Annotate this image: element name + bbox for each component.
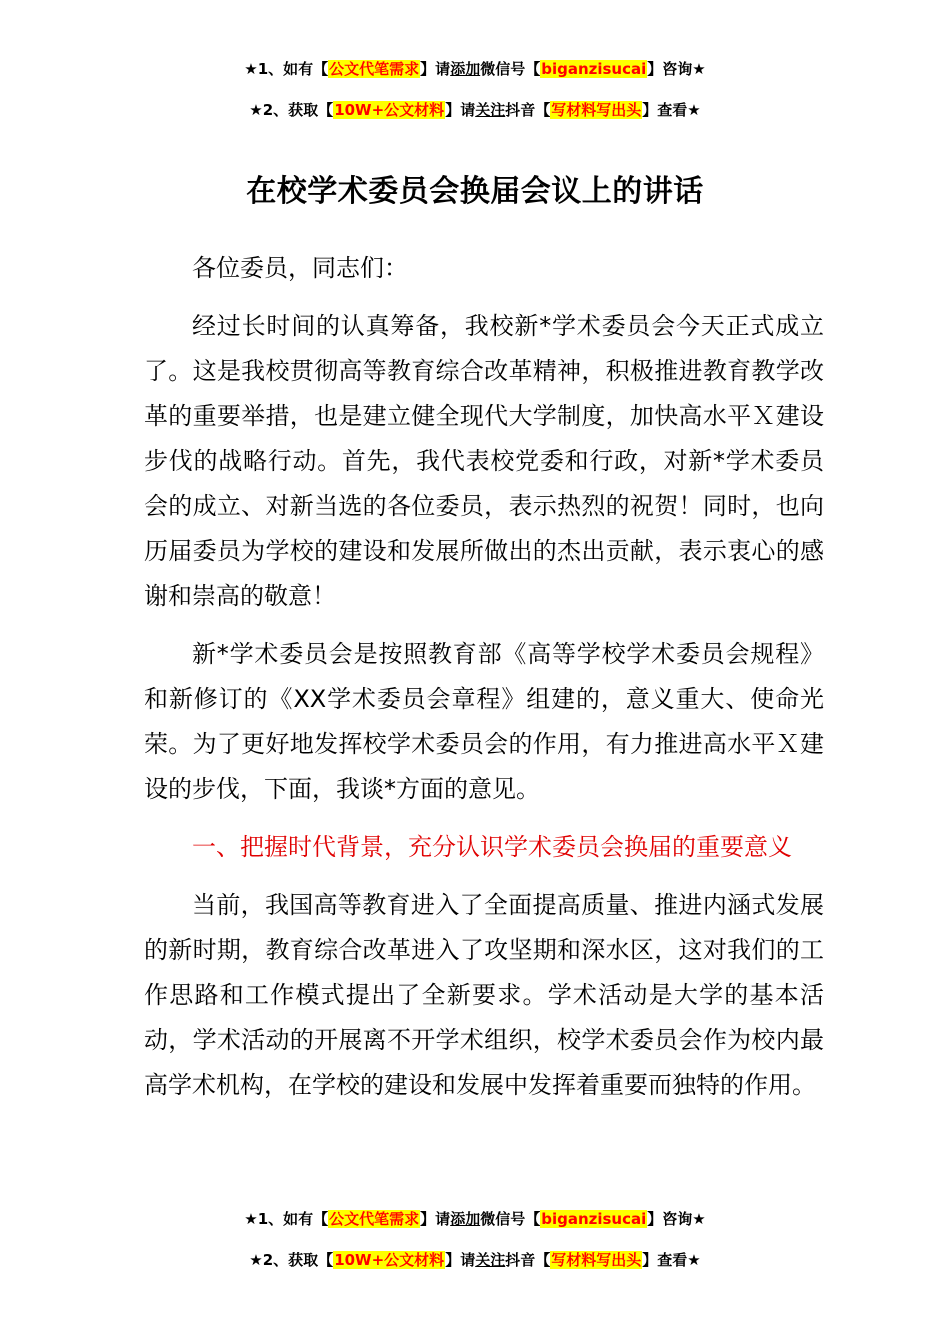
- banner-underline: 关注: [475, 101, 506, 119]
- banner-underline: 添加: [450, 60, 481, 78]
- top-banner-line-2: [0, 99, 950, 121]
- bottom-banner-line-2: [0, 1249, 950, 1271]
- banner-highlight: biganzisucai: [541, 60, 647, 78]
- banner-text: 】请: [420, 60, 451, 78]
- banner-highlight: biganzisucai: [541, 1210, 647, 1228]
- banner-text: ★2、获取【: [249, 101, 334, 119]
- banner-text: 】查看★: [642, 101, 701, 119]
- banner-text: ★2、获取【: [249, 1251, 334, 1269]
- banner-text: 】请: [420, 1210, 451, 1228]
- banner-highlight: 写材料写出头: [551, 101, 642, 119]
- banner-highlight: 写材料写出头: [551, 1251, 642, 1269]
- paragraph: 新*学术委员会是按照教育部《高等学校学术委员会规程》和新修订的《XX学术委员会章程》组建的，意义重大、使命光荣。为了更好地发挥校学术委员会的作用，有力推进高水平Ｘ建设的步伐，下面，我谈*方面的意见。: [144, 640, 824, 803]
- banner-text: 】请: [445, 1251, 476, 1269]
- banner-highlight: 10W+公文材料: [334, 101, 445, 119]
- banner-text: 】咨询★: [647, 60, 706, 78]
- banner-underline: 关注: [475, 1251, 506, 1269]
- top-banner-line-1: [0, 58, 950, 80]
- banner-highlight: 公文代笔需求: [329, 60, 420, 78]
- banner-text: 抖音【: [505, 101, 551, 119]
- banner-text: 抖音【: [505, 1251, 551, 1269]
- paragraph: 当前，我国高等教育进入了全面提高质量、推进内涵式发展的新时期，教育综合改革进入了攻坚期和深水区，这对我们的工作思路和工作模式提出了全新要求。学术活动是大学的基本活动，学术活动的开展离不开学术组织，校学术委员会作为校内最高学术机构，在学校的建设和发展中发挥着重要而独特的作用。: [144, 891, 824, 1099]
- document-body: [144, 246, 824, 1121]
- banner-text: 】查看★: [642, 1251, 701, 1269]
- banner-text: 】咨询★: [647, 1210, 706, 1228]
- banner-highlight: 公文代笔需求: [329, 1210, 420, 1228]
- banner-text: 微信号【: [480, 1210, 541, 1228]
- section-heading: 一、把握时代背景，充分认识学术委员会换届的重要意义: [192, 833, 792, 861]
- banner-text: ★1、如有【: [244, 60, 329, 78]
- bottom-banner-line-1: [0, 1208, 950, 1230]
- banner-text: 】请: [445, 101, 476, 119]
- banner-highlight: 10W+公文材料: [334, 1251, 445, 1269]
- page-title: 在校学术委员会换届会议上的讲话: [246, 174, 704, 209]
- banner-underline: 添加: [450, 1210, 481, 1228]
- paragraph: 经过长时间的认真筹备，我校新*学术委员会今天正式成立了。这是我校贯彻高等教育综合改革精神，积极推进教育教学改革的重要举措，也是建立健全现代大学制度，加快高水平Ｘ建设步伐的战略行动。首先，我代表校党委和行政，对新*学术委员会的成立、对新当选的各位委员，表示热烈的祝贺！同时，也向历届委员为学校的建设和发展所做出的杰出贡献，表示衷心的感谢和崇高的敬意！: [144, 312, 824, 610]
- banner-text: ★1、如有【: [244, 1210, 329, 1228]
- banner-text: 微信号【: [480, 60, 541, 78]
- greeting: 各位委员，同志们：: [192, 254, 408, 282]
